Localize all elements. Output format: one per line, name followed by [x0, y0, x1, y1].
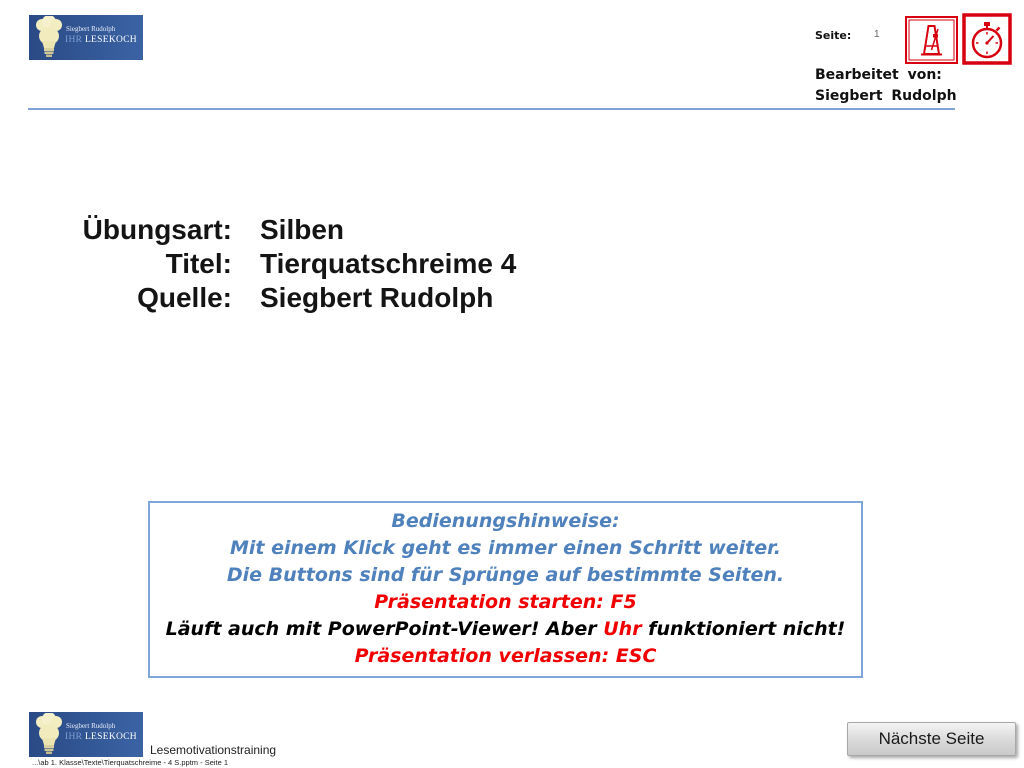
viewer-hint-text-end: funktioniert nicht!: [641, 618, 846, 640]
viewer-hint-highlight: Uhr: [603, 618, 642, 640]
logo-brand: [65, 732, 137, 742]
header-divider: [28, 108, 955, 110]
stopwatch-button[interactable]: [962, 13, 1012, 70]
detail-row-title: [0, 247, 700, 281]
detail-row-source: [0, 281, 700, 315]
detail-value: Siegbert Rudolph: [260, 282, 494, 313]
detail-value: Silben: [260, 214, 345, 245]
metronome-icon: [905, 16, 958, 64]
logo-brand-name: LESEKOCH: [84, 732, 137, 742]
detail-label: Übungsart:: [82, 214, 232, 245]
edited-by-name: Siegbert Rudolph: [815, 88, 957, 104]
lightbulb-icon: [31, 713, 67, 756]
detail-label: Titel:: [165, 248, 232, 279]
instructions-heading: Bedienungshinweise:: [391, 510, 620, 532]
footer-logo: [29, 712, 143, 757]
page-number: 1: [874, 29, 880, 40]
logo-brand-prefix: IHR: [65, 732, 83, 742]
next-page-button[interactable]: Nächste Seite: [847, 722, 1016, 756]
instructions-buttons-hint: Die Buttons sind für Sprünge auf bestimmte Seiten.: [226, 564, 785, 586]
logo-author-name: Siegbert Rudolph: [66, 722, 116, 730]
instructions-start-hint: Präsentation starten: F5: [374, 591, 637, 613]
edited-by-label: Bearbeitet von:: [815, 67, 942, 83]
stopwatch-icon: [962, 13, 1012, 65]
viewer-hint-text: Läuft auch mit PowerPoint-Viewer! Aber: [165, 618, 604, 640]
course-name: Lesemotivationstraining: [150, 743, 277, 757]
instructions-box: [148, 501, 863, 678]
instructions-click-hint: Mit einem Klick geht es immer einen Schritt weiter.: [230, 537, 781, 559]
logo-author-name: Siegbert Rudolph: [66, 25, 116, 33]
logo-brand-prefix: IHR: [65, 35, 83, 45]
detail-label: Quelle:: [137, 282, 232, 313]
header-logo: [29, 15, 143, 60]
logo-brand-name: LESEKOCH: [84, 35, 137, 45]
page-label: Seite:: [815, 29, 852, 42]
instructions-viewer-hint: [150, 616, 861, 643]
detail-row-exercise-type: [0, 213, 700, 247]
detail-value: Tierquatschreime 4: [260, 248, 517, 279]
file-path: ...\ab 1. Klasse\Texte\Tierquatschreime - 4 S.pptm - Seite 1: [32, 758, 229, 767]
lightbulb-icon: [31, 16, 67, 59]
instructions-exit-hint: Präsentation verlassen: ESC: [354, 645, 657, 667]
logo-brand: [65, 35, 137, 45]
metronome-button[interactable]: [905, 16, 958, 69]
